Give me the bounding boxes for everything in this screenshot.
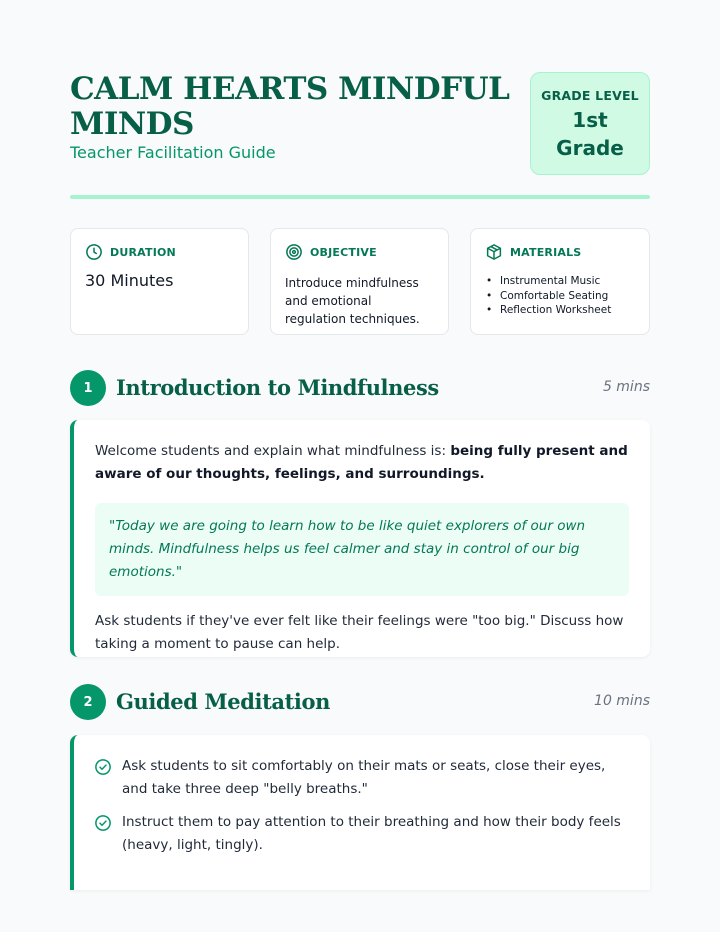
objective-label: OBJECTIVE [310,245,377,259]
grade-level-label: GRADE LEVEL [541,88,639,103]
box-icon [485,243,503,261]
section-duration: 5 mins [602,379,650,395]
section-number: 1 [70,370,106,406]
step-text: Instruct them to pay attention to their breathing and how their body feels (heavy, light, tingly). [122,814,621,853]
materials-list [485,274,635,318]
closing-paragraph: Ask students if they've ever felt like their feelings were "too big." Discuss how taking a moment to pause can help. [95,613,624,652]
grade-level-badge [530,72,650,175]
intro-emphasis: being fully present and aware of our thoughts, feelings, and surroundings. [95,443,628,482]
duration-value: 30 Minutes [85,271,174,290]
duration-label: DURATION [110,245,176,259]
section-1-header [70,370,650,406]
list-item: • Reflection Worksheet [485,303,635,318]
list-item [94,811,629,857]
section-duration: 10 mins [594,693,650,709]
list-item [94,755,629,801]
section-title: Introduction to Mindfulness [116,375,439,400]
section-2-header [70,684,650,720]
list-item: • Comfortable Seating [485,289,635,304]
intro-paragraph [95,440,629,486]
page-subtitle: Teacher Facilitation Guide [70,143,276,162]
section-1-card [70,420,650,657]
objective-card [270,228,449,335]
grade-level-value: 1st Grade [556,108,624,160]
objective-text: Introduce mindfulness and emotional regulation techniques. [285,276,420,326]
page-title: CALM HEARTS MINDFUL MINDS [70,71,510,142]
list-item: • Instrumental Music [485,274,635,289]
clock-icon [85,243,103,261]
section-2-card [70,735,650,890]
step-text: Ask students to sit comfortably on their mats or seats, close their eyes, and take three deep "belly breaths." [122,758,606,797]
info-cards [70,228,650,336]
intro-text: Welcome students and explain what mindfulness is: [95,443,451,459]
materials-label: MATERIALS [510,245,582,259]
check-circle-icon [94,814,112,832]
section-number: 2 [70,684,106,720]
header-divider [70,195,650,199]
duration-card [70,228,249,335]
check-circle-icon [94,758,112,776]
section-title: Guided Meditation [116,689,330,714]
teacher-quote: "Today we are going to learn how to be like quiet explorers of our own minds. Mindfulness helps us feel calmer and stay in control of our big emotions." [95,503,629,596]
materials-card [470,228,650,335]
header [70,72,650,182]
target-icon [285,243,303,261]
